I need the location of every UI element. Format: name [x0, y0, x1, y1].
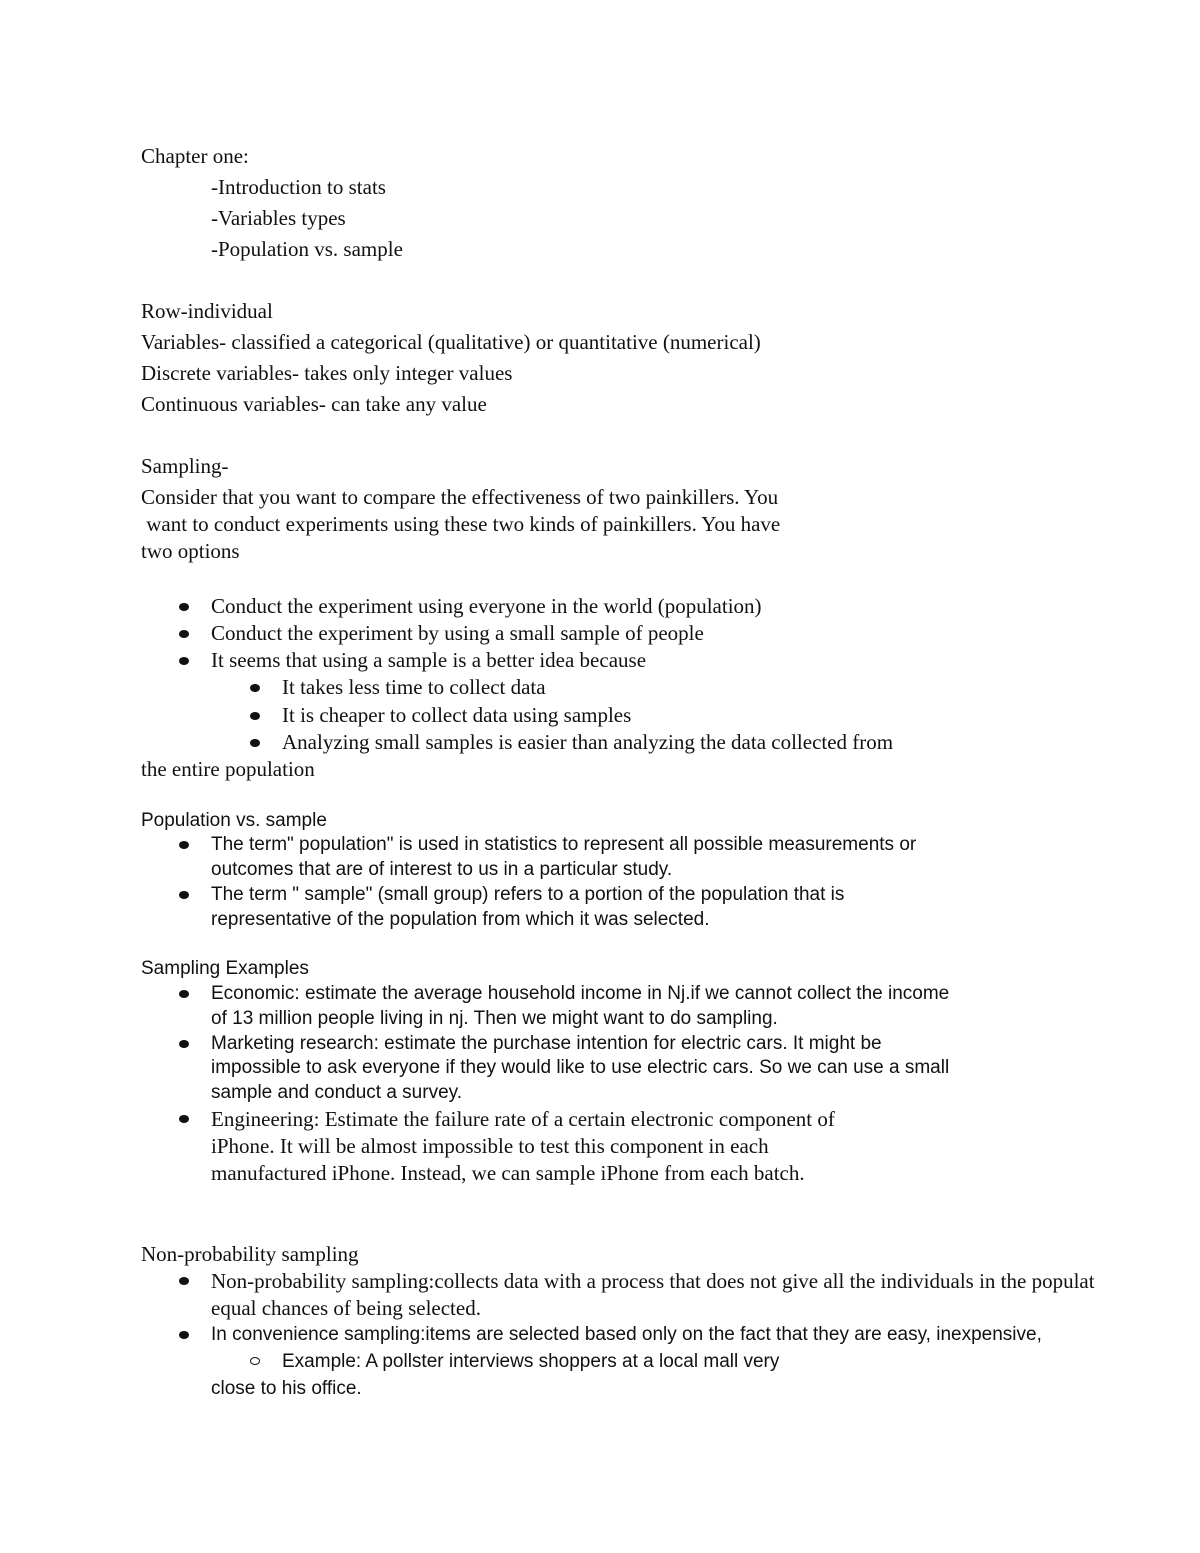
bullet-icon	[179, 990, 189, 998]
bullet-icon	[179, 1040, 189, 1048]
bullet-icon	[179, 1115, 189, 1123]
section-heading-examples: Sampling Examples	[141, 958, 309, 979]
chapter-topic: -Introduction to stats	[211, 175, 386, 199]
paragraph-line: want to conduct experiments using these two kinds of painkillers. You have	[141, 512, 781, 536]
bullet-icon	[179, 657, 189, 665]
list-item-continuation: equal chances of being selected.	[211, 1296, 481, 1320]
sublist-item: It takes less time to collect data	[282, 675, 546, 699]
list-item: Conduct the experiment using everyone in the world (population)	[211, 594, 762, 618]
bullet-icon	[179, 1277, 189, 1285]
list-item: Engineering: Estimate the failure rate of a certain electronic component of	[211, 1107, 835, 1131]
list-item: It seems that using a sample is a better idea because	[211, 648, 647, 672]
list-item: The term " sample" (small group) refers to a portion of the population that is	[211, 884, 845, 905]
bullet-icon	[179, 841, 189, 849]
definition-line: Discrete variables- takes only integer values	[141, 361, 513, 385]
list-item: Economic: estimate the average household income in Nj.if we cannot collect the income	[211, 983, 950, 1004]
sublist-item-continuation: the entire population	[141, 757, 315, 781]
sublist-item: It is cheaper to collect data using samples	[282, 703, 632, 727]
chapter-heading: Chapter one:	[141, 144, 249, 168]
hollow-bullet-icon	[250, 1357, 260, 1365]
paragraph-line: Consider that you want to compare the effectiveness of two painkillers. You	[141, 485, 779, 509]
bullet-icon	[179, 603, 189, 611]
section-heading-non-probability: Non-probability sampling	[141, 1242, 359, 1266]
list-item-continuation: iPhone. It will be almost impossible to test this component in each	[211, 1134, 769, 1158]
list-item: Conduct the experiment by using a small sample of people	[211, 621, 704, 645]
list-item-continuation: outcomes that are of interest to us in a particular study.	[211, 859, 673, 880]
sublist-item-continuation: close to his office.	[211, 1378, 362, 1399]
section-heading-sampling: Sampling-	[141, 454, 229, 478]
chapter-topic: -Population vs. sample	[211, 237, 403, 261]
list-item-continuation: impossible to ask everyone if they would like to use electric cars. So we can use a small	[211, 1057, 950, 1078]
sublist-item: Example: A pollster interviews shoppers at a local mall very	[282, 1351, 780, 1372]
list-item-continuation: sample and conduct a survey.	[211, 1082, 463, 1103]
list-item-continuation: representative of the population from which it was selected.	[211, 909, 710, 930]
sublist-item: Analyzing small samples is easier than analyzing the data collected from	[282, 730, 894, 754]
definition-line: Row-individual	[141, 299, 273, 323]
bullet-icon	[179, 1331, 189, 1339]
bullet-icon	[250, 712, 260, 720]
list-item: In convenience sampling:items are selected based only on the fact that they are easy, inexpensive,	[211, 1324, 1042, 1345]
list-item-continuation: of 13 million people living in nj. Then we might want to do sampling.	[211, 1008, 778, 1029]
bullet-icon	[250, 739, 260, 747]
list-item: Marketing research: estimate the purchase intention for electric cars. It might be	[211, 1033, 882, 1054]
section-heading-population: Population vs. sample	[141, 810, 327, 831]
bullet-icon	[250, 684, 260, 692]
definition-line: Variables- classified a categorical (qualitative) or quantitative (numerical)	[141, 330, 761, 354]
definition-line: Continuous variables- can take any value	[141, 392, 487, 416]
list-item-continuation: manufactured iPhone. Instead, we can sample iPhone from each batch.	[211, 1161, 805, 1185]
chapter-topic: -Variables types	[211, 206, 346, 230]
list-item: Non-probability sampling:collects data with a process that does not give all the individuals in the populat	[211, 1269, 1095, 1293]
list-item: The term" population" is used in statistics to represent all possible measurements or	[211, 834, 917, 855]
bullet-icon	[179, 630, 189, 638]
bullet-icon	[179, 891, 189, 899]
paragraph-line: two options	[141, 539, 240, 563]
